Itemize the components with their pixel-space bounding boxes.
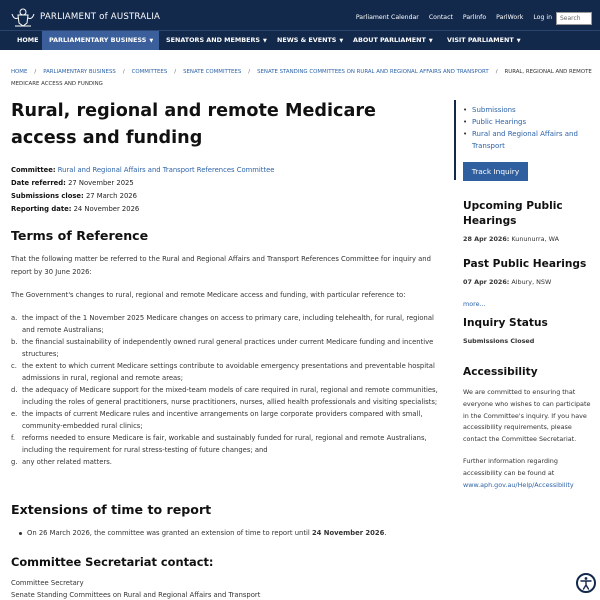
breadcrumb-current: RURAL, REGIONAL AND REMOTE	[504, 69, 592, 75]
list-item-text: any other related matters.	[22, 458, 112, 466]
sidebar-item-label: Public Hearings	[472, 118, 527, 126]
bullet-icon: •	[463, 118, 468, 126]
inquiry-details	[11, 164, 447, 216]
track-inquiry-button[interactable]: Track Inquiry	[463, 162, 528, 181]
tor-intro-2: The Government's changes to rural, regional and remote Medicare access and funding, with particular reference to:	[11, 291, 406, 299]
chevron-down-icon: ▼	[428, 38, 433, 44]
nav-about-parliament-label: ABOUT PARLIAMENT	[353, 36, 426, 44]
past-date: 07 Apr 2026:	[463, 278, 510, 286]
extensions-heading: Extensions of time to report	[11, 502, 212, 517]
extension-end: .	[384, 529, 387, 537]
accessibility-text: We are committed to ensuring that everyone who wishes to can participate in the Committee's inquiry. If you have accessibility requirements, please contact the Committee Secretariat.	[463, 388, 591, 444]
inquiry-status-value: Submissions Closed	[463, 337, 535, 345]
nav-visit-parliament[interactable]	[447, 31, 521, 50]
parlinfo-link[interactable]: ParlInfo	[462, 14, 487, 21]
secretariat-line-1: Committee Secretary	[11, 579, 84, 587]
date-referred-value: 27 November 2025	[68, 179, 134, 187]
main-content	[11, 98, 447, 600]
list-item-letter: e.	[11, 410, 18, 418]
accessibility-further-text: Further information regarding accessibility can be found at	[463, 456, 558, 477]
more-hearings-link[interactable]: more...	[463, 300, 486, 308]
list-item	[11, 336, 447, 360]
list-item-text: the extent to which current Medicare settings contribute to avoidable emergency presentations and preventable hospital admissions in rural, regional and remote areas;	[22, 362, 435, 382]
past-place: Albury, NSW	[511, 278, 552, 286]
accessibility-icon	[579, 576, 593, 590]
sidebar-links	[463, 104, 593, 152]
list-item-letter: c.	[11, 362, 17, 370]
list-item	[11, 456, 447, 468]
list-item	[11, 360, 447, 384]
list-item	[11, 312, 447, 336]
list-item-text: the impacts of current Medicare rules and incentive arrangements on large corporate providers compared with small, community-embedded rural clinics;	[22, 410, 423, 430]
breadcrumb-parliamentary-business[interactable]: PARLIAMENTARY BUSINESS	[43, 69, 116, 75]
upcoming-hearings	[463, 199, 593, 245]
committee-label: Committee:	[11, 166, 56, 174]
tor-list	[11, 312, 447, 468]
nav-home[interactable]	[17, 31, 39, 50]
list-item-letter: b.	[11, 338, 18, 346]
sidebar-item-label: Rural and Regional Affairs and Transport	[472, 130, 578, 150]
site-logo[interactable]	[10, 6, 160, 28]
accessibility-section	[463, 365, 593, 491]
site-header	[0, 0, 600, 30]
nav-news-events[interactable]	[277, 31, 343, 50]
list-item-text: the adequacy of Medicare support for the mixed-team models of care required in rural, regional and remote communities, including the roles of general practitioners, nurse practitioners, nurses, allied health professionals and visiting specialists;	[22, 386, 438, 406]
nav-visit-parliament-label: VISIT PARLIAMENT	[447, 36, 514, 44]
list-item-text: the impact of the 1 November 2025 Medicare changes on access to primary care, including telehealth, for rural, regional and remote Australians;	[22, 314, 434, 334]
list-item-letter: a.	[11, 314, 18, 322]
accessibility-link[interactable]: www.aph.gov.au/Help/Accessibility	[463, 480, 574, 489]
submissions-close-label: Submissions close:	[11, 192, 84, 200]
bullet-icon	[19, 532, 22, 535]
reporting-date-value: 24 November 2026	[73, 205, 140, 213]
sidebar-item-label: Submissions	[472, 106, 516, 114]
login-link[interactable]: Log in	[533, 14, 552, 21]
breadcrumb-rrat-committees[interactable]: SENATE STANDING COMMITTEES ON RURAL AND REGIONAL AFFAIRS AND TRANSPORT	[257, 69, 489, 75]
parlwork-link[interactable]: ParlWork	[496, 14, 524, 21]
main-nav	[0, 30, 600, 50]
upcoming-date: 28 Apr 2026:	[463, 235, 510, 243]
utility-links	[356, 14, 552, 21]
tor-heading: Terms of Reference	[11, 228, 149, 243]
inquiry-status-heading: Inquiry Status	[463, 317, 548, 329]
list-item	[11, 408, 447, 432]
contact-link[interactable]: Contact	[428, 14, 453, 21]
list-item-letter: d.	[11, 386, 18, 394]
bullet-icon: •	[463, 106, 468, 114]
tor-intro: That the following matter be referred to the Rural and Regional Affairs and Transport References Committee for inquiry and report by 30 June 2026:	[11, 255, 431, 276]
site-logo-text: PARLIAMENT of AUSTRALIA	[40, 12, 161, 22]
nav-senators-and-members[interactable]	[166, 31, 267, 50]
list-item	[11, 384, 447, 408]
extensions-list	[11, 527, 447, 539]
chevron-down-icon: ▼	[516, 38, 521, 44]
sidebar-item-rrat[interactable]	[463, 128, 593, 152]
chevron-down-icon: ▼	[339, 38, 344, 44]
breadcrumb: HOME / PARLIAMENTARY BUSINESS / COMMITTEES / SENATE COMMITTEES / SENATE STANDING COMMITTEES ON RURAL AND REGIONAL AFFAIRS AND TRANSPORT / RURAL, REGIONAL AND REMOTE MEDICARE ACCESS AND FUNDING	[11, 69, 592, 87]
parliament-calendar-link[interactable]: Parliament Calendar	[355, 14, 419, 21]
accessibility-heading: Accessibility	[463, 366, 538, 378]
list-item-text: the financial sustainability of independently owned rural general practices under current Medicare funding and incentive structures;	[22, 338, 434, 358]
sidebar-item-public-hearings[interactable]	[463, 116, 593, 128]
committee-link[interactable]: Rural and Regional Affairs and Transport References Committee	[57, 166, 275, 174]
nav-senators-and-members-label: SENATORS AND MEMBERS	[166, 36, 260, 44]
secretariat-line-2: Senate Standing Committees on Rural and Regional Affairs and Transport	[11, 591, 261, 599]
upcoming-hearings-heading: Upcoming Public Hearings	[463, 200, 563, 227]
past-hearings-heading: Past Public Hearings	[463, 258, 587, 270]
date-referred-label: Date referred:	[11, 179, 66, 187]
chevron-down-icon: ▼	[262, 38, 267, 44]
nav-parliamentary-business-label: PARLIAMENTARY BUSINESS	[49, 36, 147, 44]
list-item-text: reforms needed to ensure Medicare is fair, workable and sustainably funded for rural, regional and remote Australians, including the requirement for rural stress-testing of future changes; and	[22, 434, 427, 454]
accessibility-button[interactable]	[576, 573, 596, 593]
coat-of-arms-icon	[10, 6, 36, 28]
inquiry-status	[463, 316, 593, 347]
chevron-down-icon: ▼	[149, 38, 154, 44]
reporting-date-label: Reporting date:	[11, 205, 72, 213]
nav-news-events-label: NEWS & EVENTS	[277, 36, 337, 44]
breadcrumb-current-cont: MEDICARE ACCESS AND FUNDING	[11, 81, 103, 87]
page-title: Rural, regional and remote Medicare access and funding	[11, 101, 376, 148]
past-hearings	[463, 257, 593, 310]
nav-home-label: HOME	[17, 36, 39, 44]
secretariat-heading: Committee Secretariat contact:	[11, 555, 214, 569]
nav-parliamentary-business[interactable]	[42, 31, 159, 50]
upcoming-place: Kununurra, WA	[511, 235, 559, 243]
list-item	[11, 432, 447, 456]
breadcrumb-committees[interactable]: COMMITTEES	[131, 69, 168, 75]
list-item-letter: g.	[11, 458, 18, 466]
bullet-icon: •	[463, 130, 468, 138]
extension-text: On 26 March 2026, the committee was granted an extension of time to report until	[27, 529, 312, 537]
list-item-letter: f.	[11, 434, 16, 442]
breadcrumb-senate-committees[interactable]: SENATE COMMITTEES	[183, 69, 242, 75]
extension-date: 24 November 2026	[311, 529, 385, 537]
search-input[interactable]: Search	[556, 12, 592, 25]
nav-about-parliament[interactable]	[353, 31, 433, 50]
breadcrumb-home[interactable]: HOME	[11, 69, 28, 75]
sidebar-item-submissions[interactable]	[463, 104, 593, 116]
submissions-close-value: 27 March 2026	[85, 192, 137, 200]
